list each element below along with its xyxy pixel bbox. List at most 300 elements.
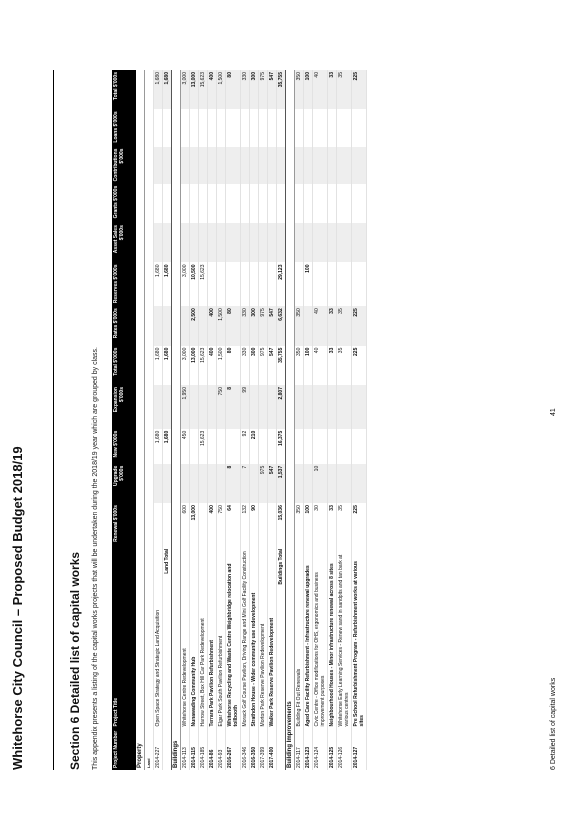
table-cell: 2014-127 bbox=[352, 728, 367, 770]
title-divider bbox=[53, 70, 54, 770]
table-cell bbox=[199, 503, 208, 547]
table-header-row bbox=[112, 70, 136, 770]
table-cell: 1,500 bbox=[217, 346, 226, 385]
table-cell bbox=[199, 223, 208, 262]
table-cell bbox=[295, 464, 304, 503]
table-cell bbox=[226, 184, 241, 223]
table-cell bbox=[295, 263, 304, 307]
table-cell: 15,623 bbox=[199, 263, 208, 307]
table-row bbox=[352, 70, 367, 770]
table-cell bbox=[208, 429, 217, 464]
table-cell bbox=[163, 147, 172, 184]
table-cell: 400 bbox=[208, 306, 217, 345]
table-cell bbox=[163, 184, 172, 223]
table-cell bbox=[199, 385, 208, 429]
table-cell bbox=[268, 263, 277, 307]
table-cell bbox=[352, 223, 367, 262]
table-cell bbox=[259, 263, 268, 307]
table-cell: 33 bbox=[328, 70, 337, 109]
table-cell: 1,950 bbox=[181, 385, 190, 429]
table-cell bbox=[259, 109, 268, 146]
table-cell bbox=[337, 109, 352, 146]
table-cell bbox=[304, 385, 313, 429]
table-cell bbox=[295, 109, 304, 146]
table-cell: Morack Golf Course Pavilion, Driving Range and Mini Golf Facility Construction bbox=[241, 547, 250, 729]
table-cell: 210 bbox=[250, 429, 259, 464]
table-cell bbox=[304, 429, 313, 464]
header-cell: Grants $'000s bbox=[112, 184, 136, 223]
table-cell: 13,000 bbox=[190, 503, 199, 547]
table-row bbox=[304, 70, 313, 770]
header-cell: Expansion $'000s bbox=[112, 385, 136, 429]
table-cell: 2014-113 bbox=[181, 728, 190, 770]
table-cell bbox=[328, 184, 337, 223]
table-cell bbox=[295, 147, 304, 184]
header-cell: Reserves $'000s bbox=[112, 263, 136, 307]
table-cell bbox=[250, 464, 259, 503]
table-row bbox=[190, 70, 199, 770]
header-cell: Contributions $'000s bbox=[112, 147, 136, 184]
table-cell bbox=[199, 306, 208, 345]
table-cell: 2014-117 bbox=[295, 728, 304, 770]
table-cell: 2017-400 bbox=[268, 728, 277, 770]
table-cell: 300 bbox=[250, 70, 259, 109]
table-cell bbox=[163, 464, 172, 503]
table-cell: Neighbourhood Houses - Minor infrastructure renewal across 8 sites bbox=[328, 547, 337, 729]
table-cell: 1,680 bbox=[154, 346, 163, 385]
table-cell bbox=[328, 263, 337, 307]
table-cell: 750 bbox=[217, 503, 226, 547]
table-cell bbox=[313, 223, 328, 262]
table-cell bbox=[208, 263, 217, 307]
table-cell bbox=[313, 385, 328, 429]
table-cell: 225 bbox=[352, 306, 367, 345]
table-cell: 35,755 bbox=[277, 70, 286, 109]
section-row-buildings-label: Buildings bbox=[172, 70, 181, 770]
header-cell: Total $'000s bbox=[112, 70, 136, 109]
table-cell: 975 bbox=[259, 306, 268, 345]
table-cell: 35 bbox=[337, 346, 352, 385]
table-cell bbox=[277, 728, 286, 770]
table-cell: 40 bbox=[313, 346, 328, 385]
table-cell: 100 bbox=[304, 263, 313, 307]
table-cell: 600 bbox=[181, 503, 190, 547]
table-cell: 10,500 bbox=[190, 263, 199, 307]
table-cell: Building Fit Out Renewals bbox=[295, 547, 304, 729]
table-cell bbox=[295, 184, 304, 223]
table-cell: 2,807 bbox=[277, 385, 286, 429]
table-row bbox=[295, 70, 304, 770]
table-cell: 13,000 bbox=[190, 346, 199, 385]
table-cell bbox=[226, 223, 241, 262]
table-cell: 1,680 bbox=[163, 346, 172, 385]
section-row-property-label: Property bbox=[136, 70, 145, 770]
table-cell bbox=[259, 385, 268, 429]
table-cell: 2014-86 bbox=[208, 728, 217, 770]
table-cell: 1,680 bbox=[163, 263, 172, 307]
table-cell: 3,000 bbox=[181, 263, 190, 307]
table-cell bbox=[337, 385, 352, 429]
table-cell: 300 bbox=[250, 306, 259, 345]
table-cell: 99 bbox=[241, 385, 250, 429]
table-cell bbox=[259, 147, 268, 184]
header-cell: Project Title bbox=[112, 547, 136, 729]
table-cell: 100 bbox=[304, 346, 313, 385]
table-cell bbox=[163, 728, 172, 770]
table-cell: 40 bbox=[313, 306, 328, 345]
table-cell bbox=[328, 464, 337, 503]
table-cell: 33 bbox=[328, 503, 337, 547]
table-cell bbox=[208, 109, 217, 146]
table-cell: 132 bbox=[241, 503, 250, 547]
table-cell bbox=[313, 429, 328, 464]
table-cell bbox=[241, 109, 250, 146]
table-cell bbox=[277, 184, 286, 223]
table-cell bbox=[304, 147, 313, 184]
table-cell: 1,680 bbox=[154, 429, 163, 464]
table-cell: 2016-350 bbox=[250, 728, 259, 770]
table-cell: 29,123 bbox=[277, 263, 286, 307]
section-row-property bbox=[136, 70, 145, 770]
table-cell: 400 bbox=[208, 70, 217, 109]
table-cell bbox=[277, 223, 286, 262]
table-cell: 975 bbox=[259, 70, 268, 109]
header-cell: Renewal $'000s bbox=[112, 503, 136, 547]
table-cell: 2014-126 bbox=[337, 728, 352, 770]
table-cell bbox=[304, 184, 313, 223]
section-row-buildings bbox=[172, 70, 181, 770]
table-cell bbox=[328, 109, 337, 146]
table-cell bbox=[199, 464, 208, 503]
table-cell: Terrara Park Pavilion Refurbishment bbox=[208, 547, 217, 729]
table-cell: 92 bbox=[241, 429, 250, 464]
table-cell bbox=[352, 263, 367, 307]
table-cell: Nunawading Community Hub bbox=[190, 547, 199, 729]
document-title: Whitehorse City Council – Proposed Budget 2018/19 bbox=[10, 446, 25, 770]
table-cell: 7 bbox=[241, 464, 250, 503]
table-cell: 3,000 bbox=[181, 346, 190, 385]
table-cell bbox=[154, 223, 163, 262]
table-cell: 40 bbox=[313, 70, 328, 109]
table-cell bbox=[328, 147, 337, 184]
table-cell: 750 bbox=[217, 385, 226, 429]
table-cell: 15,623 bbox=[199, 70, 208, 109]
table-cell bbox=[352, 385, 367, 429]
table-cell: 225 bbox=[352, 346, 367, 385]
table-row bbox=[313, 70, 328, 770]
table-row bbox=[259, 70, 268, 770]
table-cell bbox=[181, 109, 190, 146]
table-cell: 2016-267 bbox=[226, 728, 241, 770]
table-cell bbox=[190, 464, 199, 503]
table-cell: 8 bbox=[226, 464, 241, 503]
table-cell bbox=[304, 306, 313, 345]
table-cell bbox=[163, 109, 172, 146]
table-row bbox=[199, 70, 208, 770]
table-cell: 35 bbox=[337, 503, 352, 547]
table-cell: 975 bbox=[259, 464, 268, 503]
table-cell: Morton Park Reserve Pavilion Redevelopment bbox=[259, 547, 268, 729]
table-cell bbox=[250, 223, 259, 262]
table-cell: 1,680 bbox=[163, 70, 172, 109]
table-cell bbox=[154, 464, 163, 503]
table-cell: 330 bbox=[241, 70, 250, 109]
table-cell: 350 bbox=[295, 346, 304, 385]
table-cell: Land Total bbox=[163, 547, 172, 729]
table-cell: 547 bbox=[268, 346, 277, 385]
table-cell bbox=[199, 147, 208, 184]
table-cell: 2,500 bbox=[190, 306, 199, 345]
table-cell bbox=[163, 503, 172, 547]
table-cell bbox=[250, 147, 259, 184]
table-cell bbox=[181, 223, 190, 262]
table-cell bbox=[295, 385, 304, 429]
table-cell bbox=[241, 184, 250, 223]
table-cell: 35,755 bbox=[277, 346, 286, 385]
table-cell: Whitehorse Early Learning Services - Renew sand in sandpits and tan bark at various centres bbox=[337, 547, 352, 729]
table-cell bbox=[190, 147, 199, 184]
total-row bbox=[163, 70, 172, 770]
table-cell: 3,000 bbox=[181, 70, 190, 109]
table-cell bbox=[241, 263, 250, 307]
table-cell: 80 bbox=[226, 346, 241, 385]
table-cell: 225 bbox=[352, 70, 367, 109]
table-cell: 10 bbox=[313, 464, 328, 503]
table-cell bbox=[259, 503, 268, 547]
table-cell: 8 bbox=[226, 385, 241, 429]
table-cell bbox=[199, 184, 208, 223]
section-row-building-improvements bbox=[286, 70, 295, 770]
table-cell bbox=[313, 263, 328, 307]
table-cell: 2014-125 bbox=[328, 728, 337, 770]
table-cell: Whitehorse Recycling and Waste Centre Weighbridge relocation and tollbooth bbox=[226, 547, 241, 729]
table-cell: 16,375 bbox=[277, 429, 286, 464]
table-row bbox=[208, 70, 217, 770]
table-cell bbox=[241, 223, 250, 262]
table-cell: Buildings Total bbox=[277, 547, 286, 729]
table-cell bbox=[277, 109, 286, 146]
table-cell bbox=[154, 147, 163, 184]
table-cell: 100 bbox=[304, 503, 313, 547]
table-cell: 2016-346 bbox=[241, 728, 250, 770]
table-cell: 975 bbox=[259, 346, 268, 385]
table-cell bbox=[226, 263, 241, 307]
table-cell bbox=[328, 429, 337, 464]
section-title: Section 6 Detailed list of capital works bbox=[68, 551, 82, 770]
table-cell bbox=[328, 385, 337, 429]
table-row bbox=[328, 70, 337, 770]
table-cell bbox=[190, 223, 199, 262]
header-cell: Rates $'000s bbox=[112, 306, 136, 345]
table-cell bbox=[208, 385, 217, 429]
table-cell bbox=[217, 184, 226, 223]
table-cell bbox=[337, 429, 352, 464]
table-cell bbox=[304, 223, 313, 262]
table-cell: 6,632 bbox=[277, 306, 286, 345]
table-cell bbox=[217, 147, 226, 184]
table-cell bbox=[313, 184, 328, 223]
table-cell: Elgar Park South Pavilion Refurbishment bbox=[217, 547, 226, 729]
table-cell bbox=[154, 503, 163, 547]
header-cell: New $'000s bbox=[112, 429, 136, 464]
table-cell: 15,623 bbox=[199, 429, 208, 464]
table-cell: Open Space Strategy and Strategic Land Acquisition bbox=[154, 547, 163, 729]
table-cell: 64 bbox=[226, 503, 241, 547]
table-cell: Walker Park Reserve Pavilion Redevelopment bbox=[268, 547, 277, 729]
header-cell: Total $'000s bbox=[112, 346, 136, 385]
table-cell bbox=[208, 184, 217, 223]
table-row bbox=[241, 70, 250, 770]
table-cell bbox=[241, 147, 250, 184]
table-cell bbox=[268, 429, 277, 464]
table-cell bbox=[295, 223, 304, 262]
table-cell bbox=[226, 109, 241, 146]
table-cell: 547 bbox=[268, 70, 277, 109]
table-cell: 1,500 bbox=[217, 70, 226, 109]
table-row bbox=[268, 70, 277, 770]
header-cell: Asset Sales $'000s bbox=[112, 223, 136, 262]
table-cell bbox=[268, 184, 277, 223]
table-cell bbox=[226, 147, 241, 184]
footer-section-label: 6 Detailed list of capital works bbox=[550, 677, 557, 770]
table-cell bbox=[268, 147, 277, 184]
table-cell bbox=[337, 184, 352, 223]
intro-paragraph: This appendix presents a listing of the capital works projects that will be undertaken during the 2018/19 year which are grouped by class. bbox=[92, 347, 99, 770]
table-cell bbox=[250, 184, 259, 223]
table-cell bbox=[352, 184, 367, 223]
table-cell: 1,500 bbox=[217, 306, 226, 345]
table-cell bbox=[250, 263, 259, 307]
table-cell: 400 bbox=[208, 346, 217, 385]
table-row bbox=[337, 70, 352, 770]
table-cell: 300 bbox=[250, 346, 259, 385]
table-cell: 15,036 bbox=[277, 503, 286, 547]
header-cell: Project Number bbox=[112, 728, 136, 770]
table-cell bbox=[217, 109, 226, 146]
table-cell bbox=[154, 306, 163, 345]
subsection-row-land bbox=[145, 70, 154, 770]
table-cell bbox=[190, 429, 199, 464]
capital-works-table bbox=[112, 70, 367, 770]
section-row-building-improvements-label: Building Improvements bbox=[286, 70, 295, 770]
table-cell bbox=[226, 429, 241, 464]
table-cell bbox=[208, 464, 217, 503]
table-cell bbox=[352, 147, 367, 184]
table-cell: Harrow Street, Box Hill Car Park Redevelopment bbox=[199, 547, 208, 729]
table-cell bbox=[217, 263, 226, 307]
table-cell bbox=[163, 385, 172, 429]
table-cell: 330 bbox=[241, 306, 250, 345]
table-cell: 35 bbox=[337, 306, 352, 345]
table-cell bbox=[268, 385, 277, 429]
table-cell: 225 bbox=[352, 503, 367, 547]
table-cell: 350 bbox=[295, 70, 304, 109]
table-cell: Strathdon House - Wider community use redevelopment bbox=[250, 547, 259, 729]
table-cell bbox=[259, 429, 268, 464]
table-cell bbox=[154, 385, 163, 429]
table-body bbox=[136, 70, 367, 770]
table-cell: 35 bbox=[337, 70, 352, 109]
table-cell bbox=[313, 147, 328, 184]
table-cell: 33 bbox=[328, 346, 337, 385]
table-cell: Civic Centre - Office modifications for OHS, ergonomics and business improvement purposes bbox=[313, 547, 328, 729]
table-cell bbox=[208, 147, 217, 184]
table-cell bbox=[268, 503, 277, 547]
table-cell: 330 bbox=[241, 346, 250, 385]
table-cell bbox=[154, 109, 163, 146]
table-cell bbox=[181, 184, 190, 223]
table-cell: Whitehorse Centre Redevelopment bbox=[181, 547, 190, 729]
table-cell: 2014-115 bbox=[190, 728, 199, 770]
table-row bbox=[226, 70, 241, 770]
subsection-row-land-label: Land bbox=[145, 70, 154, 770]
table-cell bbox=[352, 109, 367, 146]
table-cell: 2014-124 bbox=[313, 728, 328, 770]
table-cell: 400 bbox=[208, 503, 217, 547]
header-cell: Upgrade $'000s bbox=[112, 464, 136, 503]
table-cell: 2014-123 bbox=[304, 728, 313, 770]
table-cell: 547 bbox=[268, 464, 277, 503]
table-cell bbox=[154, 184, 163, 223]
page-number: 41 bbox=[550, 408, 557, 416]
table-cell: 15,623 bbox=[199, 346, 208, 385]
table-cell bbox=[250, 385, 259, 429]
table-cell bbox=[337, 464, 352, 503]
table-cell bbox=[313, 109, 328, 146]
table-cell bbox=[259, 223, 268, 262]
table-cell bbox=[352, 464, 367, 503]
table-cell: 33 bbox=[328, 306, 337, 345]
table-cell: 1,537 bbox=[277, 464, 286, 503]
table-cell: 1,680 bbox=[154, 263, 163, 307]
table-cell bbox=[199, 109, 208, 146]
table-cell: 80 bbox=[226, 70, 241, 109]
table-cell bbox=[190, 184, 199, 223]
table-cell: 30 bbox=[313, 503, 328, 547]
table-cell bbox=[217, 223, 226, 262]
table-cell: 2014-227 bbox=[154, 728, 163, 770]
table-cell bbox=[217, 464, 226, 503]
table-cell: 1,680 bbox=[163, 429, 172, 464]
table-cell: 90 bbox=[250, 503, 259, 547]
table-cell bbox=[337, 263, 352, 307]
header-cell: Loans $'000s bbox=[112, 109, 136, 146]
table-cell bbox=[259, 184, 268, 223]
table-cell bbox=[190, 109, 199, 146]
table-cell: 350 bbox=[295, 306, 304, 345]
table-cell: Aged Care Facility Refurbishment - Infrastructure renewal upgrades bbox=[304, 547, 313, 729]
table-cell: 2017-399 bbox=[259, 728, 268, 770]
table-cell bbox=[304, 109, 313, 146]
table-row bbox=[154, 70, 163, 770]
table-cell bbox=[163, 306, 172, 345]
table-cell bbox=[163, 223, 172, 262]
table-cell bbox=[181, 306, 190, 345]
table-row bbox=[217, 70, 226, 770]
table-cell: 547 bbox=[268, 306, 277, 345]
table-cell: 2014-93 bbox=[217, 728, 226, 770]
table-cell bbox=[181, 464, 190, 503]
table-cell bbox=[250, 109, 259, 146]
table-cell bbox=[337, 223, 352, 262]
table-cell bbox=[328, 223, 337, 262]
table-row bbox=[181, 70, 190, 770]
table-cell bbox=[268, 109, 277, 146]
table-cell: 1,680 bbox=[154, 70, 163, 109]
table-cell bbox=[268, 223, 277, 262]
table-cell bbox=[352, 429, 367, 464]
table-row bbox=[250, 70, 259, 770]
